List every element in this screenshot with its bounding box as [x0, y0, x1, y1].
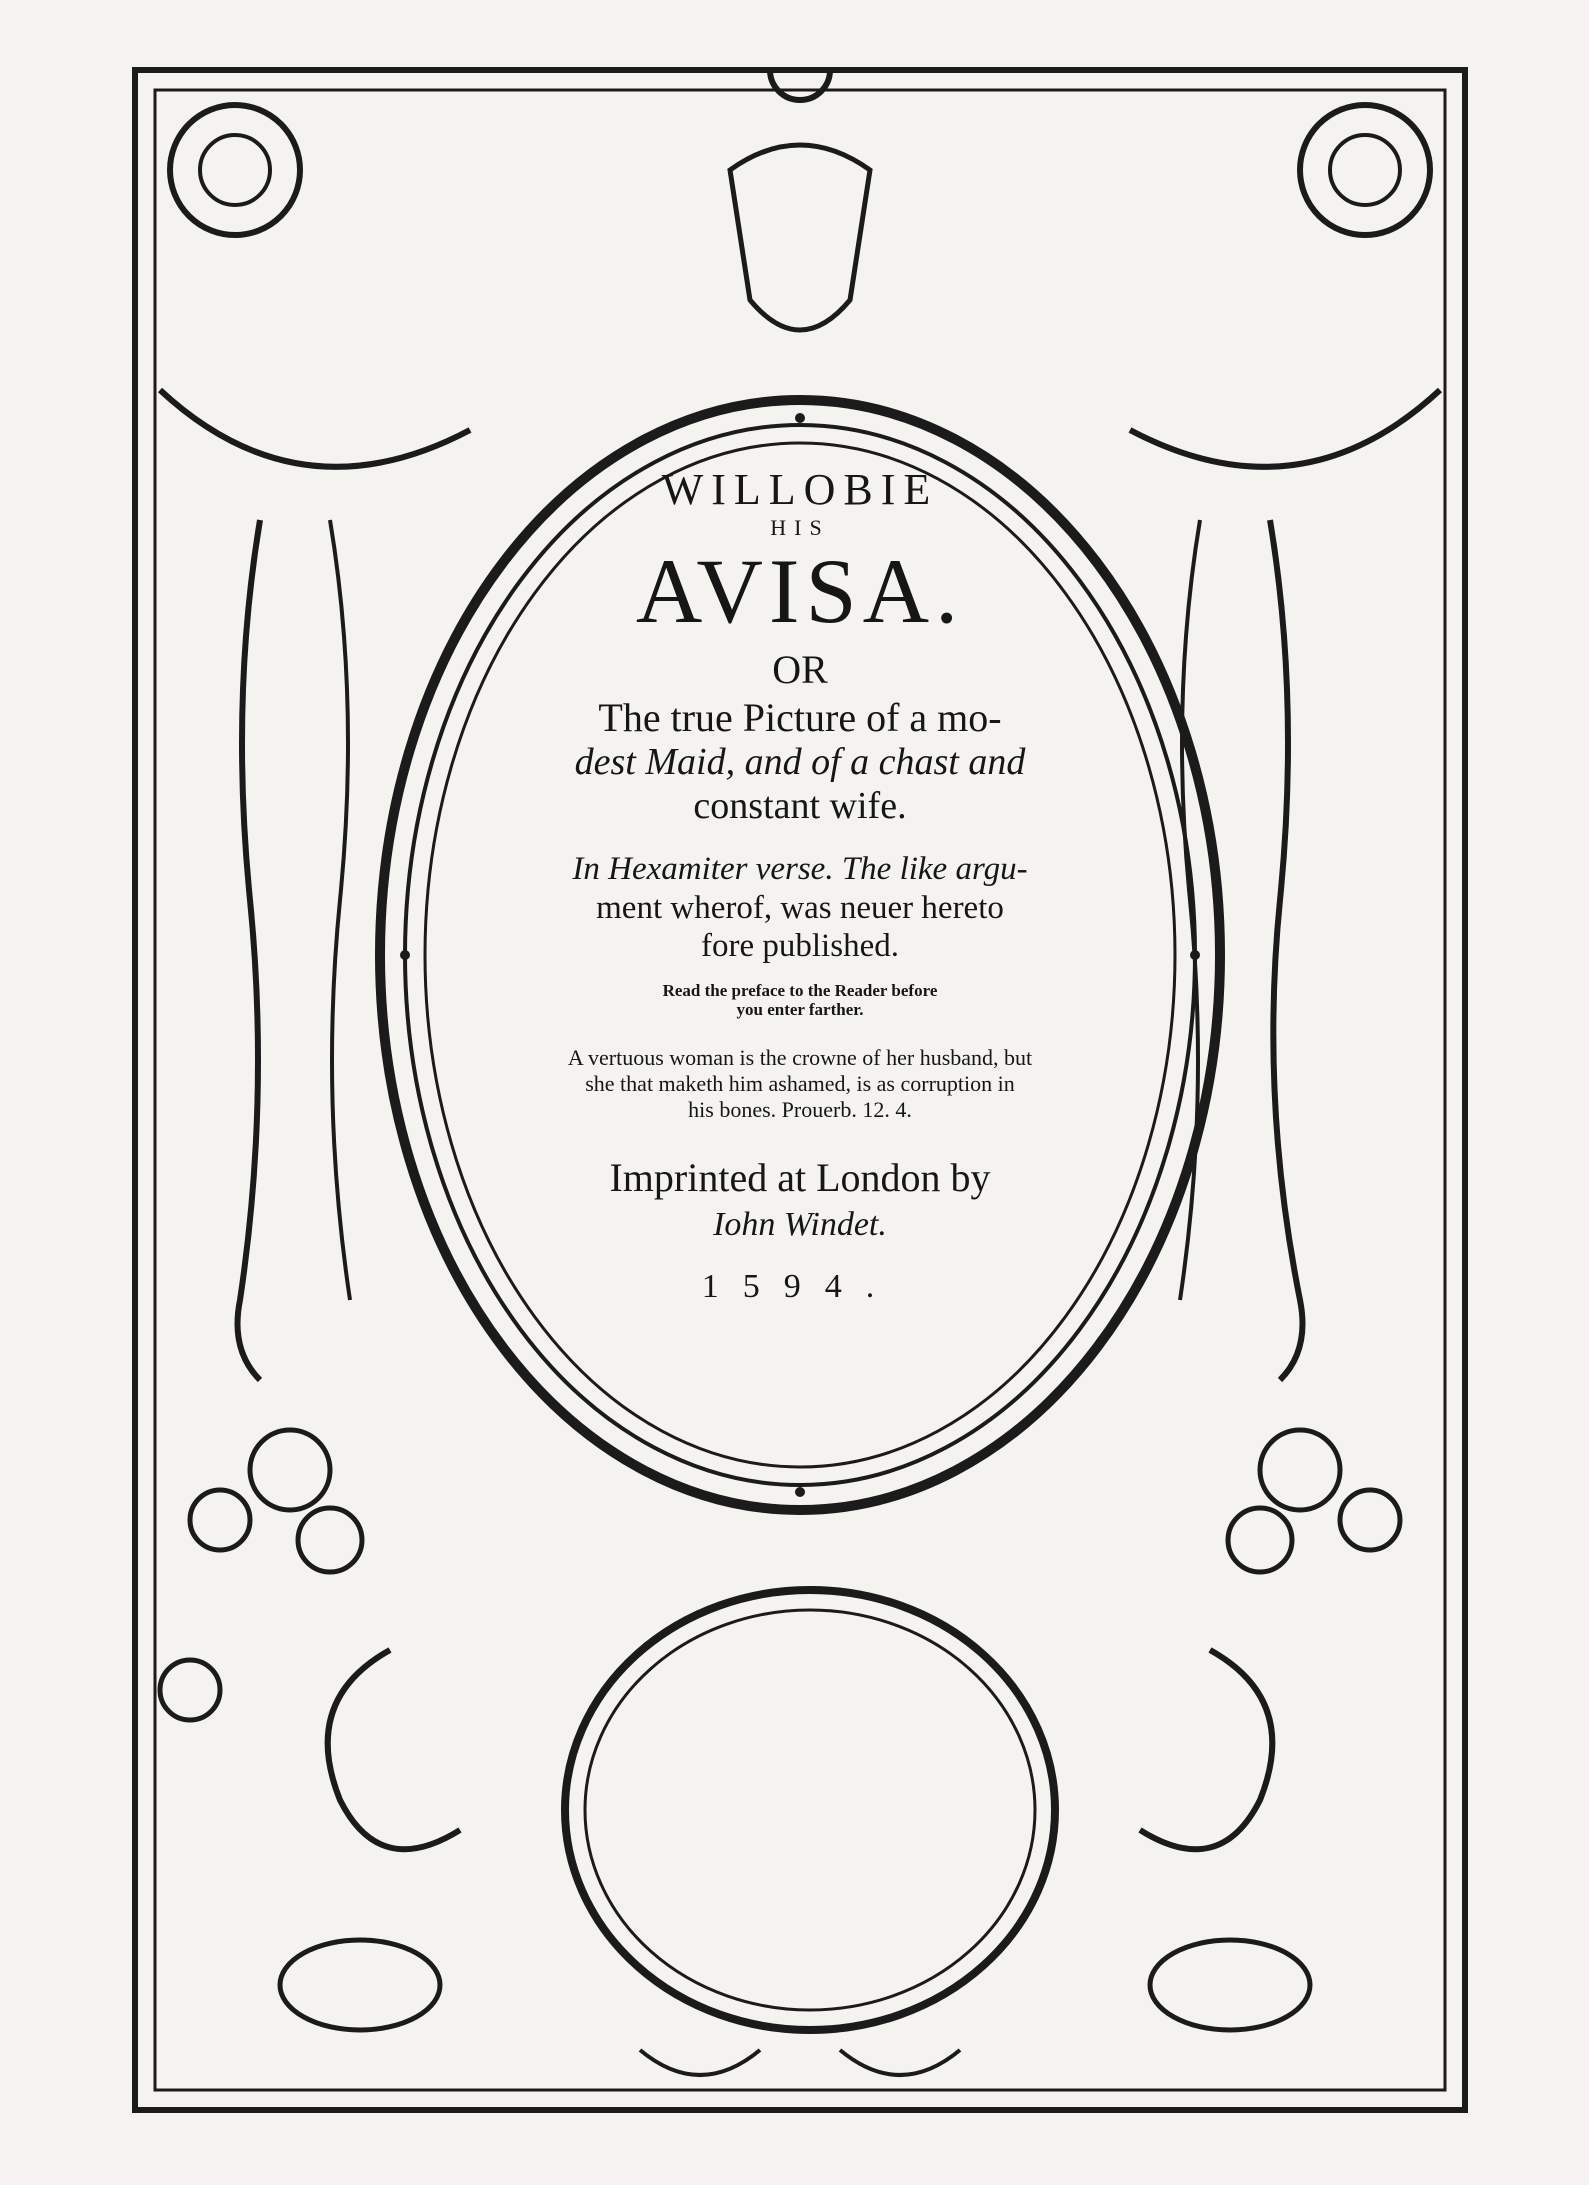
- preface-note-line-1: Read the preface to the Reader before: [662, 981, 938, 1001]
- rose-ornament: [160, 1660, 220, 1720]
- description-line-1: In Hexamiter verse. The like argu-: [572, 851, 1028, 888]
- fruit-left: [250, 1430, 330, 1510]
- fruit-right: [1260, 1430, 1340, 1510]
- title-his: HIS: [770, 515, 830, 541]
- scroll-top-left: [170, 105, 300, 235]
- preface-note-line-2: you enter farther.: [736, 999, 864, 1019]
- subtitle-line-1: The true Picture of a mo-: [598, 694, 1002, 740]
- proverb-line-1: A vertuous woman is the crowne of her husband, but: [567, 1044, 1033, 1070]
- subtitle-line-3: constant wife.: [693, 784, 907, 827]
- right-figure: [1270, 520, 1303, 1380]
- scroll-top-right: [1300, 105, 1430, 235]
- bull-head: [730, 145, 870, 330]
- rabbit-right: [1150, 1940, 1310, 2030]
- book-title: AVISA.: [635, 539, 965, 642]
- imprint-line: Imprinted at London by: [609, 1155, 991, 1201]
- crescent-ornament: [770, 70, 830, 100]
- left-figure: [238, 520, 261, 1380]
- publication-year: 1594.: [701, 1267, 899, 1305]
- proverb-line-2: she that maketh him ashamed, is as corruption in: [585, 1070, 1015, 1096]
- rabbit-left: [280, 1940, 440, 2030]
- description-line-2: ment wherof, was neuer hereto: [596, 889, 1004, 926]
- subtitle-line-2: dest Maid, and of a chast and: [574, 740, 1026, 783]
- author-name: WILLOBIE: [661, 465, 939, 514]
- title-text-block: [420, 430, 1180, 1480]
- proverb-line-3: his bones. Prouerb. 12. 4.: [688, 1097, 912, 1122]
- title-or: OR: [772, 646, 828, 692]
- printer-name: Iohn Windet.: [713, 1206, 887, 1244]
- description-line-3: fore published.: [701, 927, 899, 964]
- bottom-medallion: [565, 1590, 1055, 2030]
